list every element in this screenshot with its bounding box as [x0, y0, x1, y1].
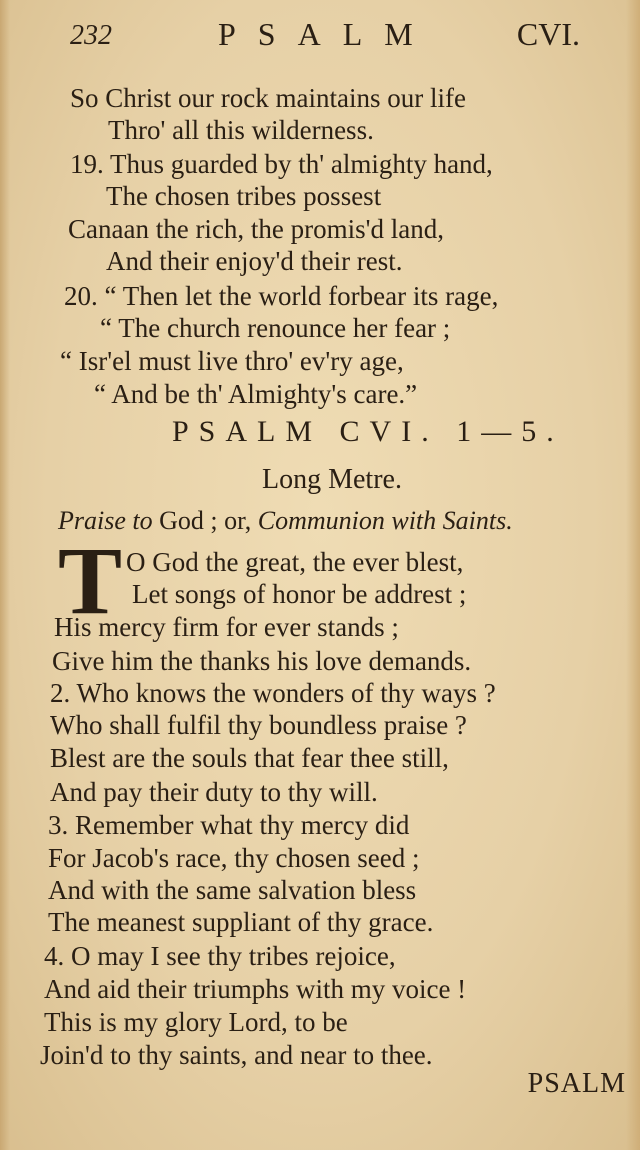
verse-line: For Jacob's race, thy chosen seed ;	[48, 843, 420, 873]
verse-line: Join'd to thy saints, and near to thee.	[40, 1040, 433, 1070]
verse-line: And aid their triumphs with my voice !	[44, 974, 467, 1004]
verse-line: The meanest suppliant of thy grace.	[48, 907, 434, 937]
catchword: PSALM	[527, 1068, 626, 1099]
verse-line: “ And be th' Almighty's care.”	[94, 379, 418, 409]
psalm-title: PSALM CVI. 1—5.	[172, 415, 564, 448]
header-psalm-number: CVI.	[516, 16, 580, 52]
verse-line: 4. O may I see thy tribes rejoice,	[44, 941, 396, 971]
verse-line: Give him the thanks his love demands.	[52, 646, 472, 676]
verse-line: “ Isr'el must live thro' ev'ry age,	[60, 346, 404, 376]
verse-line: The chosen tribes possest	[106, 181, 382, 211]
verse-line: 19. Thus guarded by th' almighty hand,	[70, 149, 493, 179]
verse-line: Thro' all this wilderness.	[108, 115, 374, 145]
metre-label: Long Metre.	[262, 464, 402, 495]
verse-line: “ The church renounce her fear ;	[100, 313, 451, 343]
verse-line: And their enjoy'd their rest.	[106, 246, 403, 276]
subtitle-part-a: Praise to	[58, 506, 153, 535]
verse-line: Blest are the souls that fear thee still,	[50, 743, 449, 773]
page-edge-left	[0, 0, 10, 1150]
drop-cap: T	[58, 527, 123, 634]
page-edge-right	[626, 0, 640, 1150]
verse-line: 3. Remember what thy mercy did	[48, 810, 410, 840]
page-number: 232	[70, 20, 112, 51]
verse-line: And pay their duty to thy will.	[50, 777, 378, 807]
verse-line: His mercy firm for ever stands ;	[54, 612, 399, 642]
subtitle-part-b: God ; or,	[159, 506, 252, 535]
header-title: PSALM	[218, 16, 435, 52]
verse-line: 2. Who knows the wonders of thy ways ?	[50, 678, 496, 708]
psalm-subtitle	[58, 505, 513, 537]
running-header	[70, 16, 580, 56]
verse-line: Let songs of honor be addrest ;	[132, 579, 467, 609]
verse-line: This is my glory Lord, to be	[44, 1007, 348, 1037]
verse-line: O God the great, the ever blest,	[126, 547, 464, 577]
verse-line: And with the same salvation bless	[48, 875, 417, 905]
verse-line: So Christ our rock maintains our life	[70, 83, 466, 113]
verse-line: 20. “ Then let the world forbear its rage,	[64, 281, 499, 311]
verse-line: Who shall fulfil thy boundless praise ?	[50, 710, 467, 740]
subtitle-part-c: Communion with Saints.	[257, 506, 513, 535]
verse-line: Canaan the rich, the promis'd land,	[68, 214, 445, 244]
